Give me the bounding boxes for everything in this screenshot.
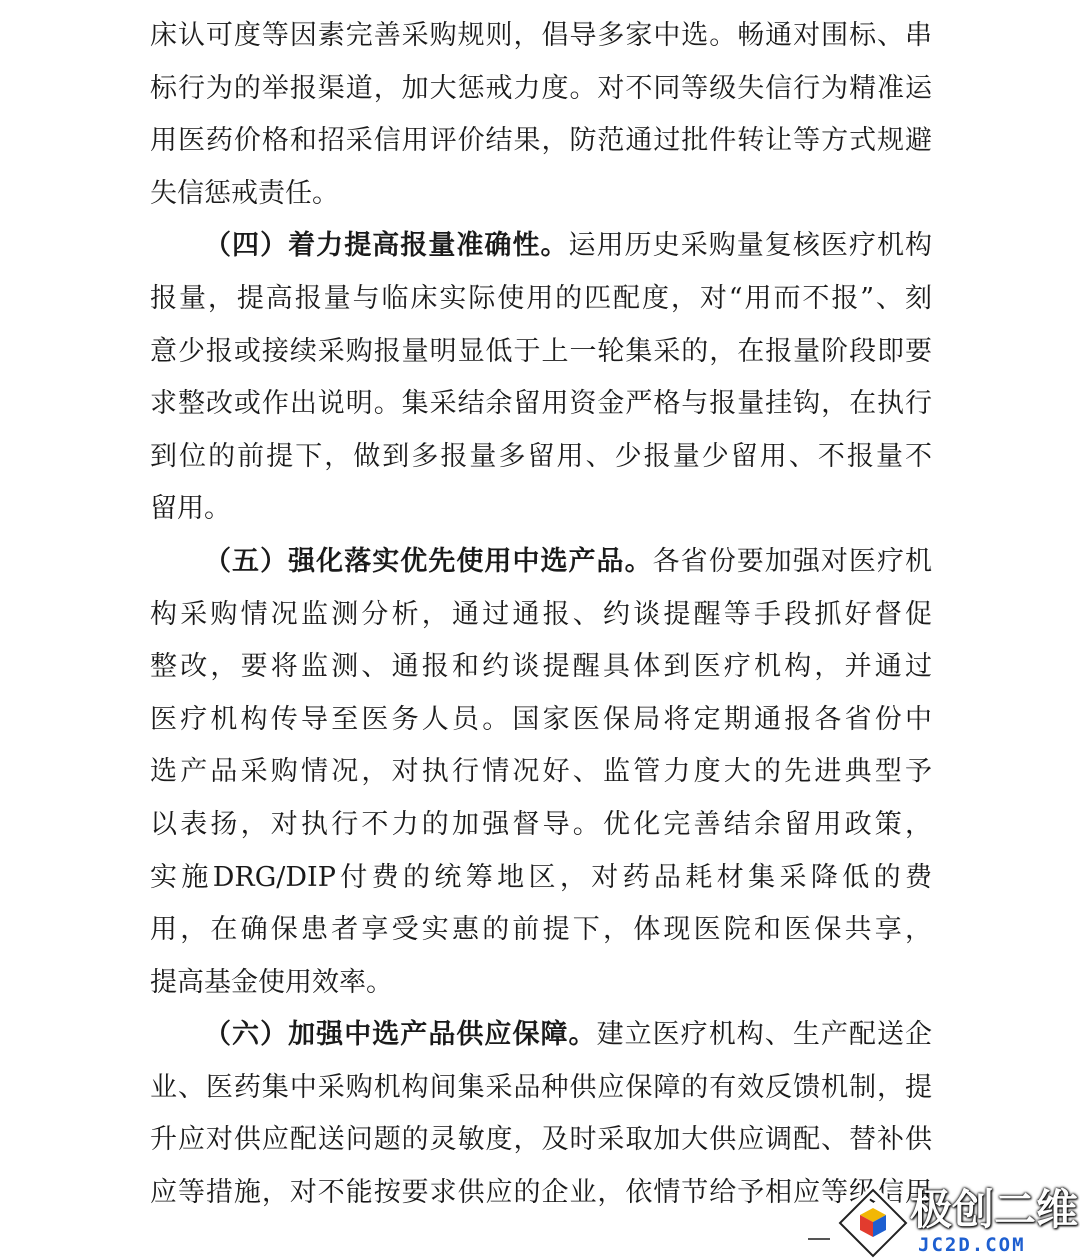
section-heading-line (150, 536, 932, 589)
text-line: 业、医药集中采购机构间集采品种供应保障的有效反馈机制，提 (150, 1071, 932, 1103)
text-line: 升应对供应配送问题的灵敏度，及时采取加大供应调配、替补供 (150, 1124, 932, 1156)
text-line: 整改，要将监测、通报和约谈提醒具体到医疗机构，并通过 (150, 651, 932, 683)
text-line: 构采购情况监测分析，通过通报、约谈提醒等手段抓好督促 (150, 598, 932, 630)
text-line: 求整改或作出说明。集采结余留用资金严格与报量挂钩，在执行 (150, 388, 932, 420)
section-heading: （六）加强中选产品供应保障。 (204, 1019, 597, 1051)
section-heading: （四）着力提高报量准确性。 (204, 230, 569, 262)
section-heading-line (150, 1009, 932, 1062)
text-line: 提高基金使用效率。 (150, 966, 393, 998)
text-line: 床认可度等因素完善采购规则，倡导多家中选。畅通对围标、串 (150, 20, 932, 51)
text-line: 标行为的举报渠道，加大惩戒力度。对不同等级失信行为精准运 (150, 72, 932, 104)
watermark-name: 极创二维 (910, 1185, 1079, 1234)
text-line: 意少报或接续采购报量明显低于上一轮集采的，在报量阶段即要 (150, 335, 932, 367)
text-line: 应等措施，对不能按要求供应的企业，依情节给予相应等级信用 (150, 1177, 932, 1209)
text-span: 各省份要加强对医疗机 (652, 545, 933, 577)
page-number-dash (808, 1238, 830, 1240)
text-span: 建立医疗机构、生产配送企 (596, 1019, 933, 1051)
text-line: 用医药价格和招采信用评价结果，防范通过批件转让等方式规避 (150, 125, 932, 157)
text-line: 选产品采购情况，对执行情况好、监管力度大的先进典型予 (150, 756, 932, 788)
text-line: 留用。 (150, 493, 231, 525)
document-body (150, 10, 932, 1220)
watermark-url: JC2D.COM (918, 1234, 1026, 1256)
text-line: 到位的前提下，做到多报量多留用、少报量少留用、不报量不 (150, 440, 932, 472)
section-heading-line (150, 220, 932, 273)
text-span: 运用历史采购量复核医疗机构 (568, 230, 933, 262)
text-line: 医疗机构传导至医务人员。国家医保局将定期通报各省份中 (150, 703, 932, 735)
text-line: 用，在确保患者享受实惠的前提下，体现医院和医保共享， (150, 914, 932, 946)
text-line: 失信惩戒责任。 (150, 177, 339, 209)
text-line: 报量，提高报量与临床实际使用的匹配度，对“用而不报”、刻 (150, 282, 932, 314)
text-line: 以表扬，对执行不力的加强督导。优化完善结余留用政策， (150, 808, 932, 840)
watermark-logo (836, 1186, 1080, 1260)
section-heading: （五）强化落实优先使用中选产品。 (204, 545, 653, 577)
cube-logo-icon (836, 1186, 910, 1260)
text-line: 实施DRG/DIP付费的统筹地区，对药品耗材集采降低的费 (150, 861, 932, 893)
